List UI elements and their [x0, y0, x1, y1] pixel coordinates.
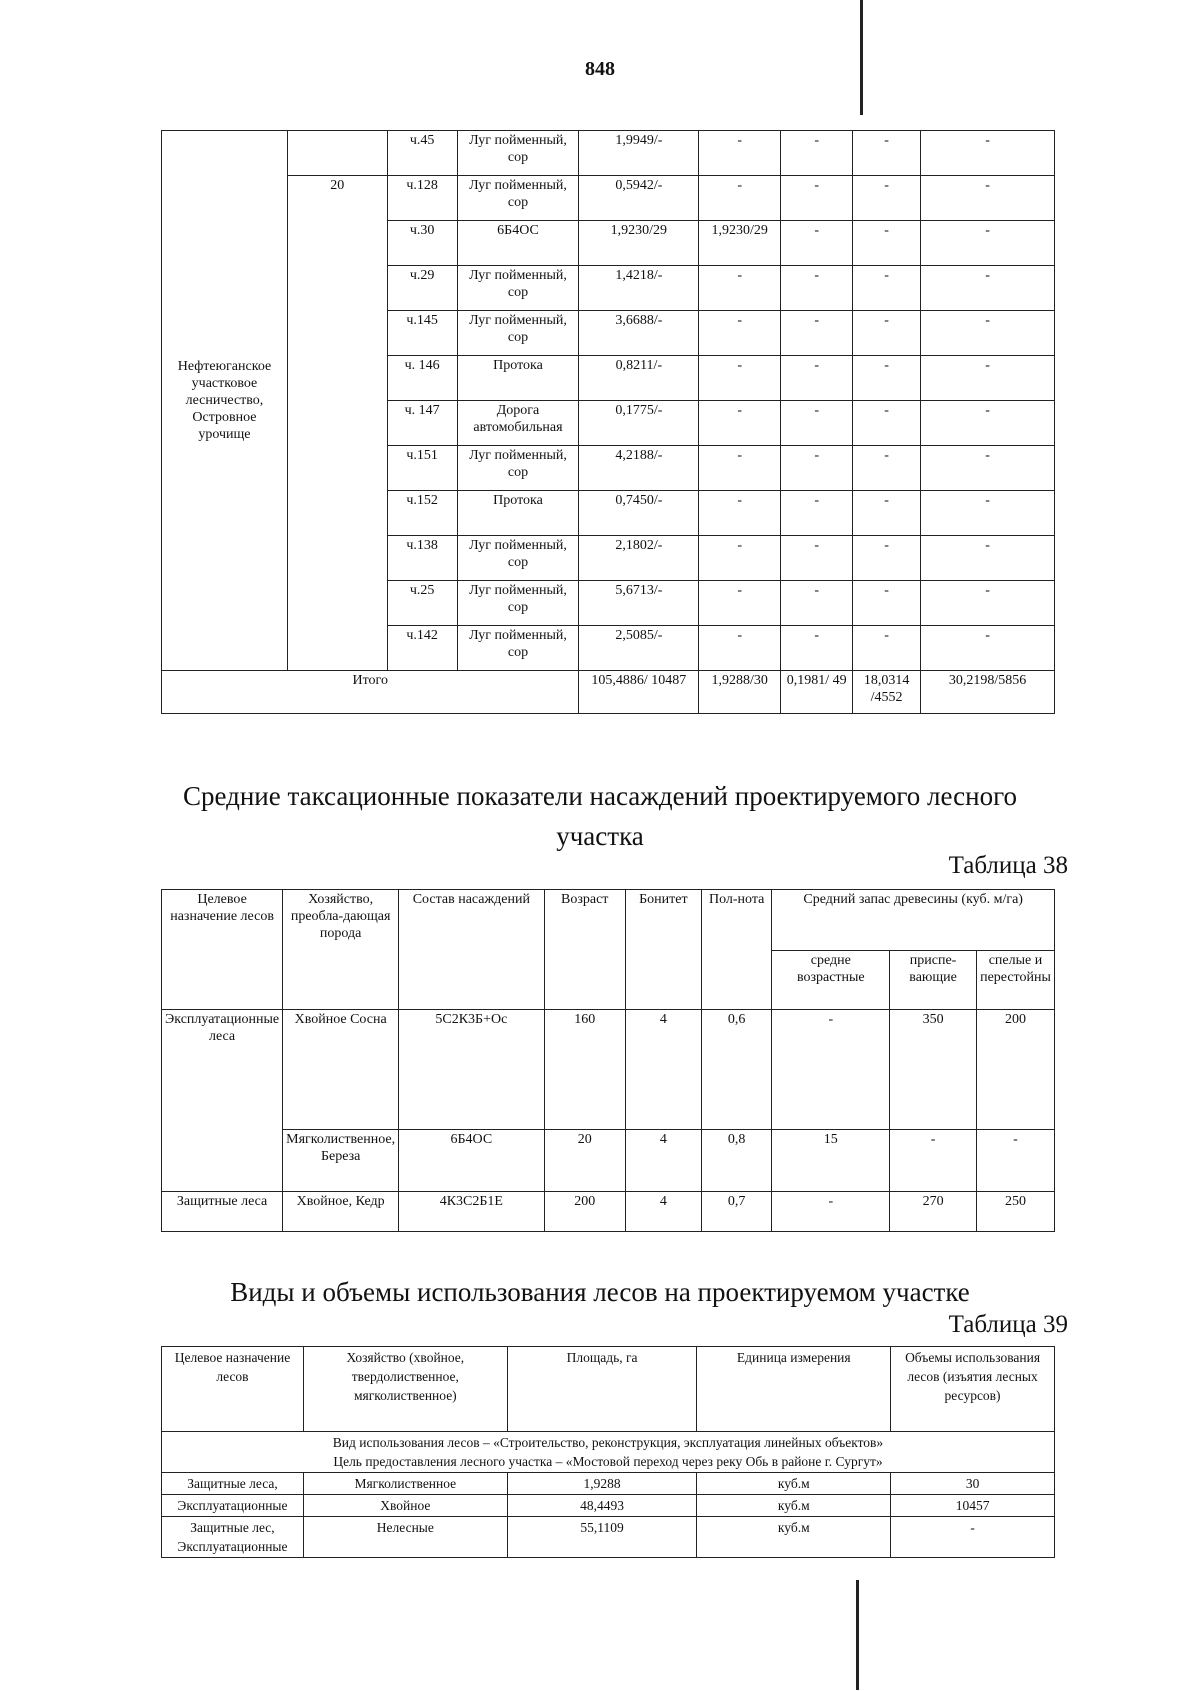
cell-category: Луг пойменный, сор [457, 626, 579, 671]
table-38-label: Таблица 38 [948, 852, 1068, 879]
cell-category: Луг пойменный, сор [457, 176, 579, 221]
cell-c1: - [699, 536, 781, 581]
cell-unit: куб.м [697, 1495, 891, 1517]
table-row [162, 1130, 1055, 1192]
cell-bonitet: 4 [625, 1192, 701, 1232]
cell-parcel: ч.45 [387, 131, 457, 176]
usage-type-note: Вид использования лесов – «Строительство, реконструкция, эксплуатация линейных объектов» [332, 1435, 884, 1450]
cell-c3: - [853, 356, 921, 401]
cell-c2: - [781, 536, 853, 581]
cell-c3: - [853, 581, 921, 626]
cell-area: 48,4493 [507, 1495, 697, 1517]
cell-c1: - [699, 131, 781, 176]
cell-c2: - [781, 356, 853, 401]
total-c1: 1,9288/30 [699, 671, 781, 714]
cell-ripe: - [976, 1130, 1054, 1192]
cell-purpose: Защитные леса [162, 1192, 283, 1232]
cell-c1: 1,9230/29 [699, 221, 781, 266]
header-ripe: спелые и перестойны [976, 951, 1054, 1010]
usage-note-cell [162, 1432, 1055, 1473]
cell-c4: - [921, 401, 1055, 446]
cell-c2: - [781, 221, 853, 266]
header-purpose: Целевое назначение лесов [162, 890, 283, 1010]
cell-purpose: Защитные леса, [162, 1473, 304, 1495]
quarter-empty-cell [287, 131, 387, 176]
cell-ripe: 200 [976, 1010, 1054, 1130]
cell-unit: куб.м [697, 1473, 891, 1495]
cell-c2: - [781, 401, 853, 446]
cell-area: 0,5942/- [579, 176, 699, 221]
header-bonitet: Бонитет [625, 890, 701, 1010]
cell-c1: - [699, 446, 781, 491]
cell-area: 1,9288 [507, 1473, 697, 1495]
cell-c3: - [853, 131, 921, 176]
usage-note-row [162, 1432, 1055, 1473]
cell-purpose: Эксплуатационные [162, 1495, 304, 1517]
total-c2: 0,1981/ 49 [781, 671, 853, 714]
cell-ripening: - [890, 1130, 977, 1192]
header-stock: Средний запас древесины (куб. м/га) [772, 890, 1055, 951]
cell-c3: - [853, 626, 921, 671]
cell-c2: - [781, 176, 853, 221]
scan-margin-line [856, 1580, 859, 1690]
cell-c3: - [853, 266, 921, 311]
cell-area: 3,6688/- [579, 311, 699, 356]
cell-parcel: ч.128 [387, 176, 457, 221]
cell-c3: - [853, 446, 921, 491]
cell-parcel: ч. 146 [387, 356, 457, 401]
cell-c1: - [699, 311, 781, 356]
cell-c1: - [699, 626, 781, 671]
cell-area: 55,1109 [507, 1517, 697, 1558]
cell-farm: Хвойное Сосна [283, 1010, 399, 1130]
table-39-heading: Виды и объемы использования лесов на проектируемом участке [230, 1277, 970, 1307]
cell-ripening: 270 [890, 1192, 977, 1232]
cell-c3: - [853, 221, 921, 266]
cell-c4: - [921, 356, 1055, 401]
cell-c4: - [921, 626, 1055, 671]
cell-c3: - [853, 401, 921, 446]
cell-purpose: Эксплуатационные леса [162, 1010, 283, 1192]
cell-ripe: 250 [976, 1192, 1054, 1232]
cell-category: Дорога автомобильная [457, 401, 579, 446]
table-row [162, 131, 1055, 176]
cell-area: 4,2188/- [579, 446, 699, 491]
table-row [162, 1473, 1055, 1495]
cell-age: 200 [544, 1192, 625, 1232]
cell-c3: - [853, 311, 921, 356]
cell-area: 0,1775/- [579, 401, 699, 446]
cell-c1: - [699, 266, 781, 311]
cell-bonitet: 4 [625, 1010, 701, 1130]
cell-c4: - [921, 446, 1055, 491]
cell-c1: - [699, 356, 781, 401]
cell-farm: Мягколиственное [303, 1473, 507, 1495]
cell-parcel: ч.145 [387, 311, 457, 356]
cell-volume: 30 [891, 1473, 1055, 1495]
cell-area: 1,9230/29 [579, 221, 699, 266]
cell-farm: Хвойное, Кедр [283, 1192, 399, 1232]
cell-mid: - [772, 1192, 890, 1232]
header-purpose: Целевое назначение лесов [162, 1347, 304, 1432]
cell-category: Луг пойменный, сор [457, 266, 579, 311]
cell-c1: - [699, 581, 781, 626]
cell-c2: - [781, 626, 853, 671]
usage-purpose-note: Цель предоставления лесного участка – «Мостовой переход через реку Обь в районе г. Сургут» [333, 1454, 883, 1469]
cell-area: 0,7450/- [579, 491, 699, 536]
scan-margin-line [860, 0, 863, 115]
cell-purpose: Защитные лес, Эксплуатационные [162, 1517, 304, 1558]
cell-farm: Хвойное [303, 1495, 507, 1517]
cell-c4: - [921, 311, 1055, 356]
cell-parcel: ч.25 [387, 581, 457, 626]
header-farm: Хозяйство (хвойное, твердолиственное, мягколиственное) [303, 1347, 507, 1432]
cell-parcel: ч.29 [387, 266, 457, 311]
table-row [162, 1517, 1055, 1558]
cell-farm: Нелесные [303, 1517, 507, 1558]
cell-c1: - [699, 401, 781, 446]
cell-bonitet: 4 [625, 1130, 701, 1192]
cell-c4: - [921, 266, 1055, 311]
page-number: 848 [585, 58, 615, 80]
cell-category: Луг пойменный, сор [457, 311, 579, 356]
cell-parcel: ч.152 [387, 491, 457, 536]
cell-c2: - [781, 491, 853, 536]
cell-farm: Мягколиственное, Береза [283, 1130, 399, 1192]
cell-c4: - [921, 176, 1055, 221]
cell-category: Луг пойменный, сор [457, 446, 579, 491]
cell-parcel: ч.138 [387, 536, 457, 581]
cell-c4: - [921, 131, 1055, 176]
cell-category: Луг пойменный, сор [457, 536, 579, 581]
table-row [162, 1495, 1055, 1517]
cell-parcel: ч.30 [387, 221, 457, 266]
cell-c4: - [921, 536, 1055, 581]
header-farm: Хозяйство, преобла-дающая порода [283, 890, 399, 1010]
cell-category: Протока [457, 491, 579, 536]
cell-age: 20 [544, 1130, 625, 1192]
cell-density: 0,6 [701, 1010, 772, 1130]
header-age: Возраст [544, 890, 625, 1010]
cell-c3: - [853, 491, 921, 536]
cell-density: 0,7 [701, 1192, 772, 1232]
table-row [162, 1192, 1055, 1232]
header-area: Площадь, га [507, 1347, 697, 1432]
cell-category: 6Б4ОС [457, 221, 579, 266]
cell-area: 0,8211/- [579, 356, 699, 401]
cell-c1: - [699, 491, 781, 536]
cell-parcel: ч. 147 [387, 401, 457, 446]
cell-composition: 6Б4ОС [399, 1130, 544, 1192]
cell-category: Протока [457, 356, 579, 401]
cell-c2: - [781, 581, 853, 626]
cell-area: 1,9949/- [579, 131, 699, 176]
cell-area: 1,4218/- [579, 266, 699, 311]
cell-c4: - [921, 581, 1055, 626]
cell-ripening: 350 [890, 1010, 977, 1130]
cell-mid: - [772, 1010, 890, 1130]
header-unit: Единица измерения [697, 1347, 891, 1432]
table-39 [161, 1346, 1055, 1558]
table-38-heading: Средние таксационные показатели насаждений проектируемого лесного участка [182, 781, 1018, 851]
cell-c4: - [921, 221, 1055, 266]
header-volume: Объемы использования лесов (изъятия лесных ресурсов) [891, 1347, 1055, 1432]
cell-composition: 4К3С2Б1Е [399, 1192, 544, 1232]
header-composition: Состав насаждений [399, 890, 544, 1010]
total-row [162, 671, 1055, 714]
cell-area: 2,5085/- [579, 626, 699, 671]
total-c3: 18,0314 /4552 [853, 671, 921, 714]
cell-volume: 10457 [891, 1495, 1055, 1517]
table-39-label: Таблица 39 [948, 1311, 1068, 1338]
cell-category: Луг пойменный, сор [457, 131, 579, 176]
cell-area: 5,6713/- [579, 581, 699, 626]
cell-volume: - [891, 1517, 1055, 1558]
cell-c2: - [781, 266, 853, 311]
cell-c2: - [781, 131, 853, 176]
total-label: Итого [162, 671, 579, 714]
header-density: Пол-нота [701, 890, 772, 1010]
cell-unit: куб.м [697, 1517, 891, 1558]
cell-area: 2,1802/- [579, 536, 699, 581]
cell-c2: - [781, 446, 853, 491]
cell-c4: - [921, 491, 1055, 536]
table-38 [161, 889, 1055, 1232]
cell-c2: - [781, 311, 853, 356]
header-ripening: приспе-вающие [890, 951, 977, 1010]
cell-composition: 5С2К3Б+Ос [399, 1010, 544, 1130]
quarter-cell: 20 [287, 176, 387, 671]
parcel-table [161, 130, 1055, 714]
header-mid-age: средне возрастные [772, 951, 890, 1010]
total-area: 105,4886/ 10487 [579, 671, 699, 714]
cell-category: Луг пойменный, сор [457, 581, 579, 626]
cell-parcel: ч.151 [387, 446, 457, 491]
cell-c1: - [699, 176, 781, 221]
cell-c3: - [853, 176, 921, 221]
total-c4: 30,2198/5856 [921, 671, 1055, 714]
cell-density: 0,8 [701, 1130, 772, 1192]
cell-age: 160 [544, 1010, 625, 1130]
cell-mid: 15 [772, 1130, 890, 1192]
cell-c3: - [853, 536, 921, 581]
table-row [162, 1010, 1055, 1130]
table-row [162, 176, 1055, 221]
location-cell: Нефтеюганское участковое лесничество, Островное урочище [162, 131, 288, 671]
cell-parcel: ч.142 [387, 626, 457, 671]
